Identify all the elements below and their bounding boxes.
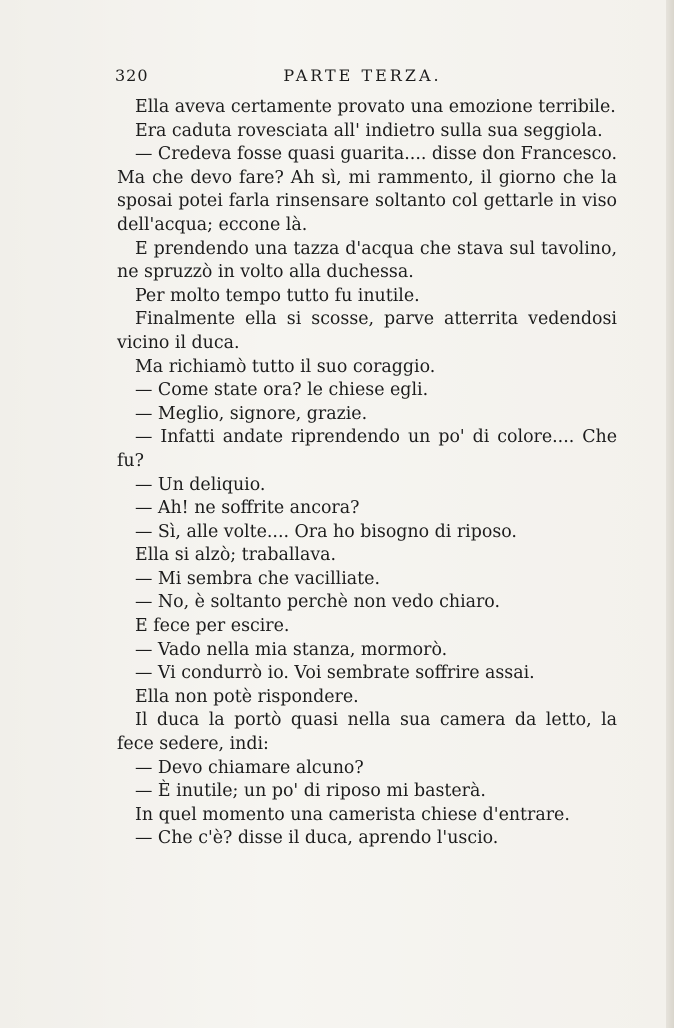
paragraph: Ella aveva certamente provato una emozione terribile. (135, 97, 616, 117)
paragraph: — No, è soltanto perchè non vedo chiaro. (135, 592, 500, 613)
paragraph: Il duca la portò quasi nella sua camera da letto, la fece sedere, indi: (117, 710, 617, 755)
body-text (117, 96, 617, 851)
paragraph: — Mi sembra che vacilliate. (135, 568, 380, 589)
paragraph: Finalmente ella si scosse, parve atterrita vedendosi vicino il duca. (117, 309, 617, 353)
paragraph: — Infatti andate riprendendo un po' di colore.... Che fu? (117, 427, 617, 471)
page-header (115, 66, 610, 90)
paragraph: — Credeva fosse quasi guarita.... disse don Francesco. Ma che devo fare? Ah sì, mi rammento, il giorno che la sposai potei farla rinsensare soltanto col gettarle in viso dell'acqua; eccone là. (117, 144, 617, 235)
paragraph: Per molto tempo tutto fu inutile. (135, 285, 420, 306)
paragraph: Ella non potè rispondere. (135, 686, 359, 707)
paragraph: — Un deliquio. (135, 474, 266, 495)
page-number: 320 (115, 66, 149, 85)
paragraph: — Vi condurrò io. Voi sembrate soffrire assai. (135, 663, 535, 684)
paragraph: Ma richiamò tutto il suo coraggio. (135, 356, 436, 377)
paragraph: — Sì, alle volte.... Ora ho bisogno di riposo. (135, 521, 517, 542)
paragraph: Era caduta rovesciata all' indietro sulla sua seggiola. (135, 120, 603, 141)
paragraph: — È inutile; un po' di riposo mi basterà. (135, 781, 486, 802)
running-title: PARTE TERZA. (283, 66, 442, 85)
paragraph: In quel momento una camerista chiese d'entrare. (135, 804, 570, 825)
paragraph: — Meglio, signore, grazie. (135, 403, 368, 424)
paragraph: — Che c'è? disse il duca, aprendo l'uscio. (135, 828, 499, 849)
paragraph: — Devo chiamare alcuno? (135, 757, 364, 778)
paragraph: Ella si alzò; traballava. (135, 545, 337, 566)
paragraph: — Ah! ne soffrite ancora? (135, 498, 360, 519)
paragraph: — Vado nella mia stanza, mormorò. (135, 639, 448, 660)
paragraph: — Come state ora? le chiese egli. (135, 380, 429, 401)
paragraph: E fece per escire. (135, 616, 290, 637)
paragraph: E prendendo una tazza d'acqua che stava sul tavolino, ne spruzzò in volto alla duchessa. (117, 238, 617, 283)
page-edge-shadow (666, 0, 674, 1028)
